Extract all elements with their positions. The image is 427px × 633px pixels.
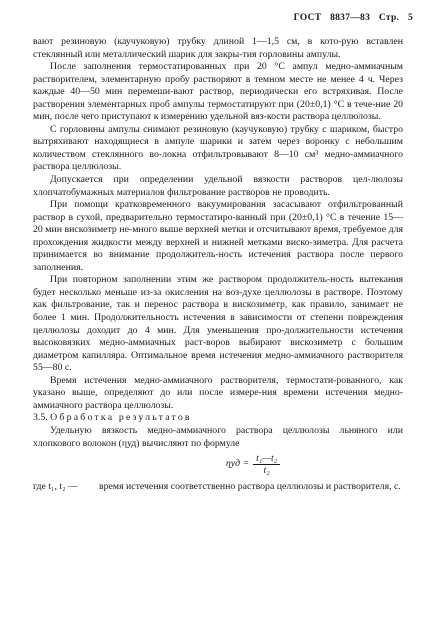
section-text: Удельную вязкость медно-аммиачного раствора целлюлозы льняного или хлопкового волокон (ηуд) вычисляют по формуле [33,424,403,449]
page-header [288,13,413,23]
page-number: 5 [407,13,413,23]
page-label: Стр. [378,13,400,23]
paragraph: Допускается при определении удельной вязкости растворов цел-люлозы хлопчатобумажных материалов фильтрование растворов не проводить. [33,174,403,198]
paragraph: Время истечения медно-аммиачного растворителя, термостати-рованного, как указано выше, определяют до или после измере-ния времени истечения медно-аммиачного раствора целлюлозы. [33,374,403,411]
viscosity-formula [103,453,403,476]
paragraph: После заполнения термостатированных при 20 °С ампул медно-аммиачным растворителем, элементарную пробу растворяют в темном месте не менее 4 ч. Через каждые 40—50 мин перемеши-вают раствор, периодически его встряхивая. После растворения элементарных проб ампулы термостатируют при (20±0,1) °С в тече-ние 20 мин, после чего приступают к измерению удельной вяз-кости раствора целлюлозы. [33,61,403,123]
paragraph: С горловины ампулы снимают резиновую (каучуковую) трубку с шариком, быстро вытряхивают находящиеся в ампуле шарики и затем через воронку с небольшим количеством стеклянного во-локна отфильтровывают 8—10 см³ медно-аммиачного раствора целлюлозы. [33,123,403,173]
formula-lhs: ηуд = [225,458,250,470]
legend-symbols: где t₁, t₂ — [33,481,78,493]
formula-legend [33,481,403,494]
section-title: Обработка результатов [50,412,192,424]
document-body [33,36,403,494]
formula-numerator: t₁—t₂ [253,453,280,465]
formula-denominator: t₂ [263,465,270,477]
section-number: 3.5. [33,412,48,424]
paragraph: При повторном заполнении этим же раствором продолжитель-ность вытекания будет несколько меньше из-за окисления на воз-духе целлюлозы в растворе. Поэтому как фильтрование, так и перенос раствора в вискозиметр, как правило, занимает не более 1 мин. Продолжительность истечения в зависимости от степени повреждения целлюлозы доходит до 4 мин. Для уменьшения про-должительности истечения высоковязких медно-аммиачных раст-воров выбирают вискозиметр с большим диаметром капилляра. Оптимальное время истечения медно-аммиачного растворителя 55—80 с. [33,274,403,374]
standard-number: 8837—83 [330,13,371,23]
paragraph: При помощи кратковременного вакуумирования засасывают отфильтрованный раствор в сухой, предварительно термостатиро-ванный при (20±0,1) °С в течение 15—20 мин вискозиметр не-много выше верхней метки и отсчитывают время, требуемое для прохождения жидкости между верхней и нижней метками виско-зиметра. Для расчета принимается во внимание продолжитель-ность истечения раствора после первого заполнения. [33,199,403,273]
legend-text: время истечения соответственно раствора целлюлозы и растворителя, с. [99,481,401,493]
section-heading [33,412,403,425]
formula-fraction [253,453,280,476]
paragraph: вают резиновую (каучуковую) трубку длиной 1—1,5 см, в кото-рую вставлен стеклянный или металлический шарик для закры-тия горловины ампулы. [33,36,403,60]
standard-label: ГОСТ [293,13,322,23]
